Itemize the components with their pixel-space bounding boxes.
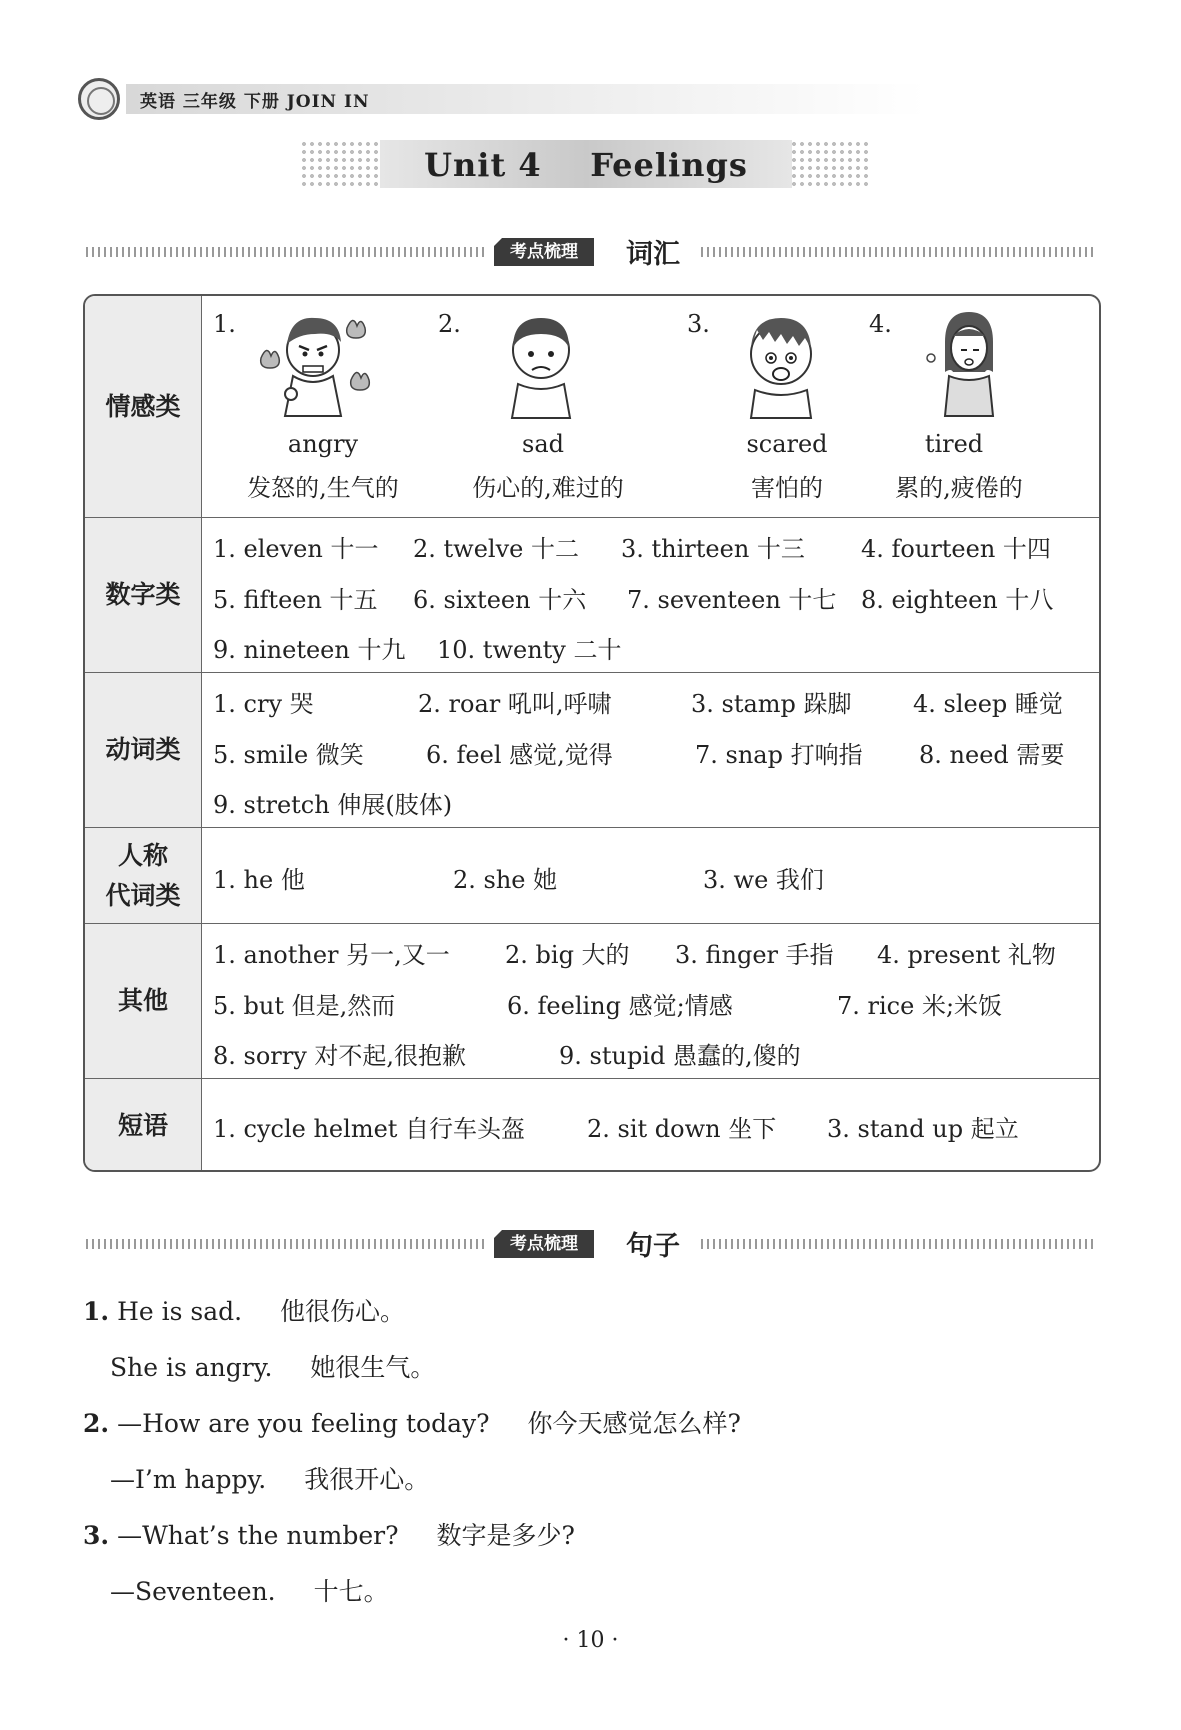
- vocab-item: 4. sleep 睡觉: [913, 690, 1063, 718]
- section-label: 句子: [626, 1231, 680, 1262]
- feeling-word-en: angry: [287, 430, 359, 458]
- vocab-item: 3. we 我们: [703, 866, 824, 894]
- sentence-zh: 他很伤心。: [280, 1297, 406, 1326]
- sentence-en: She is angry.: [110, 1353, 273, 1382]
- vocab-item: 3. stamp 跺脚: [691, 690, 852, 718]
- feeling-item-tired: [869, 296, 1089, 518]
- table-row-others: [85, 924, 1099, 1079]
- feeling-word-zh: 发怒的,生气的: [247, 474, 399, 502]
- page-header: [78, 78, 938, 120]
- sentence-line: [83, 1292, 405, 1328]
- sentence-en: —What’s the number?: [117, 1521, 399, 1550]
- vocab-item: 2. roar 吼叫,呼啸: [418, 690, 612, 718]
- table-row-pronouns: [85, 828, 1099, 924]
- section-badge: 考点梳理: [494, 1230, 594, 1258]
- sentence-en: —I’m happy.: [110, 1465, 267, 1494]
- vocab-item: 1. another 另一,又一: [213, 941, 450, 969]
- sentence-en: —How are you feeling today?: [117, 1409, 490, 1438]
- vocab-item: 1. he 他: [213, 866, 305, 894]
- row-category: [85, 828, 202, 923]
- item-number: 1.: [213, 310, 236, 338]
- sentence-number: 3.: [83, 1521, 110, 1550]
- vocab-item: 10. twenty 二十: [437, 636, 622, 664]
- vocab-item: 9. nineteen 十九: [213, 636, 406, 664]
- vocab-table: [83, 294, 1101, 1172]
- sentence-line: [110, 1572, 389, 1608]
- vocab-item: 9. stretch 伸展(肢体): [213, 791, 453, 819]
- page-number: · 10 ·: [562, 1628, 619, 1653]
- tired-girl-icon: [923, 308, 1013, 420]
- vocab-item: 2. she 她: [453, 866, 558, 894]
- vocab-item: 8. sorry 对不起,很抱歉: [213, 1042, 467, 1070]
- section-badge: 考点梳理: [494, 238, 594, 266]
- vocab-item: 8. eighteen 十八: [861, 586, 1054, 614]
- sentence-number: 2.: [83, 1409, 110, 1438]
- item-number: 2.: [438, 310, 461, 338]
- section-label: 词汇: [626, 239, 680, 270]
- vocab-item: 1. eleven 十一: [213, 535, 379, 563]
- header-title: 英语 三年级 下册 JOIN IN: [140, 92, 370, 112]
- vocab-item: 3. thirteen 十三: [621, 535, 805, 563]
- sentence-zh: 你今天感觉怎么样?: [527, 1409, 741, 1438]
- vocab-item: 6. sixteen 十六: [413, 586, 587, 614]
- vocab-item: 8. need 需要: [919, 741, 1065, 769]
- item-number: 4.: [869, 310, 892, 338]
- divider-stripes: [701, 1239, 1096, 1249]
- feeling-word-en: tired: [924, 430, 984, 458]
- vocab-item: 9. stupid 愚蠢的,傻的: [559, 1042, 801, 1070]
- vocab-item: 3. finger 手指: [675, 941, 834, 969]
- sentence-line: [110, 1348, 435, 1384]
- vocab-item: 2. sit down 坐下: [587, 1115, 777, 1143]
- sentence-en: He is sad.: [117, 1297, 243, 1326]
- unit-banner: [300, 140, 872, 188]
- feeling-word-en: scared: [746, 430, 828, 458]
- item-number: 3.: [687, 310, 710, 338]
- vocab-item: 5. smile 微笑: [213, 741, 364, 769]
- row-category: 短语: [85, 1079, 202, 1172]
- feeling-item-angry: [213, 296, 433, 518]
- vocab-section-heading: [86, 234, 1096, 270]
- sentence-zh: 她很生气。: [310, 1353, 436, 1382]
- vocab-item: 1. cry 哭: [213, 690, 314, 718]
- vocab-item: 7. rice 米;米饭: [837, 992, 1003, 1020]
- sentence-line: [83, 1404, 741, 1440]
- sentence-line: [110, 1460, 429, 1496]
- unit-title: Unit 4 Feelings: [424, 146, 748, 184]
- sentence-zh: 数字是多少?: [436, 1521, 575, 1550]
- sentence-number: 1.: [83, 1297, 110, 1326]
- vocab-item: 2. big 大的: [505, 941, 630, 969]
- row-category: 动词类: [85, 673, 202, 827]
- vocab-item: 7. snap 打响指: [695, 741, 863, 769]
- vocab-item: 7. seventeen 十七: [627, 586, 837, 614]
- sentence-line: [83, 1516, 575, 1552]
- table-row-numbers: [85, 518, 1099, 673]
- sentence-en: —Seventeen.: [110, 1577, 276, 1606]
- vocab-item: 2. twelve 十二: [413, 535, 579, 563]
- vocab-item: 3. stand up 起立: [827, 1115, 1019, 1143]
- feeling-word-zh: 累的,疲倦的: [895, 474, 1023, 502]
- feeling-word-zh: 害怕的: [751, 474, 823, 502]
- vocab-item: 5. but 但是,然而: [213, 992, 396, 1020]
- table-row-emotions: [85, 296, 1099, 518]
- row-category-line2: 代词类: [105, 880, 181, 910]
- divider-stripes: [701, 247, 1096, 257]
- feeling-word-zh: 伤心的,难过的: [472, 474, 624, 502]
- vocab-item: 4. fourteen 十四: [861, 535, 1051, 563]
- scared-boy-icon: [731, 308, 831, 420]
- row-category: 情感类: [85, 296, 202, 517]
- angry-boy-icon: [255, 308, 375, 418]
- row-category-line1: 人称: [117, 840, 168, 870]
- vocab-item: 6. feeling 感觉;情感: [507, 992, 733, 1020]
- vocab-item: 4. present 礼物: [877, 941, 1056, 969]
- table-row-verbs: [85, 673, 1099, 828]
- sentence-zh: 十七。: [313, 1577, 389, 1606]
- sentence-section-heading: [86, 1226, 1096, 1262]
- divider-stripes: [86, 247, 484, 257]
- sentence-zh: 我很开心。: [304, 1465, 430, 1494]
- feeling-word-en: sad: [522, 430, 564, 458]
- vocab-item: 1. cycle helmet 自行车头盔: [213, 1115, 526, 1143]
- feeling-item-sad: [438, 296, 668, 518]
- vocab-item: 5. fifteen 十五: [213, 586, 378, 614]
- table-row-phrases: [85, 1079, 1099, 1172]
- row-category: 其他: [85, 924, 202, 1078]
- school-seal-icon: [78, 78, 120, 120]
- row-category: 数字类: [85, 518, 202, 672]
- divider-stripes: [86, 1239, 484, 1249]
- vocab-item: 6. feel 感觉,觉得: [426, 741, 613, 769]
- sad-boy-icon: [496, 308, 586, 420]
